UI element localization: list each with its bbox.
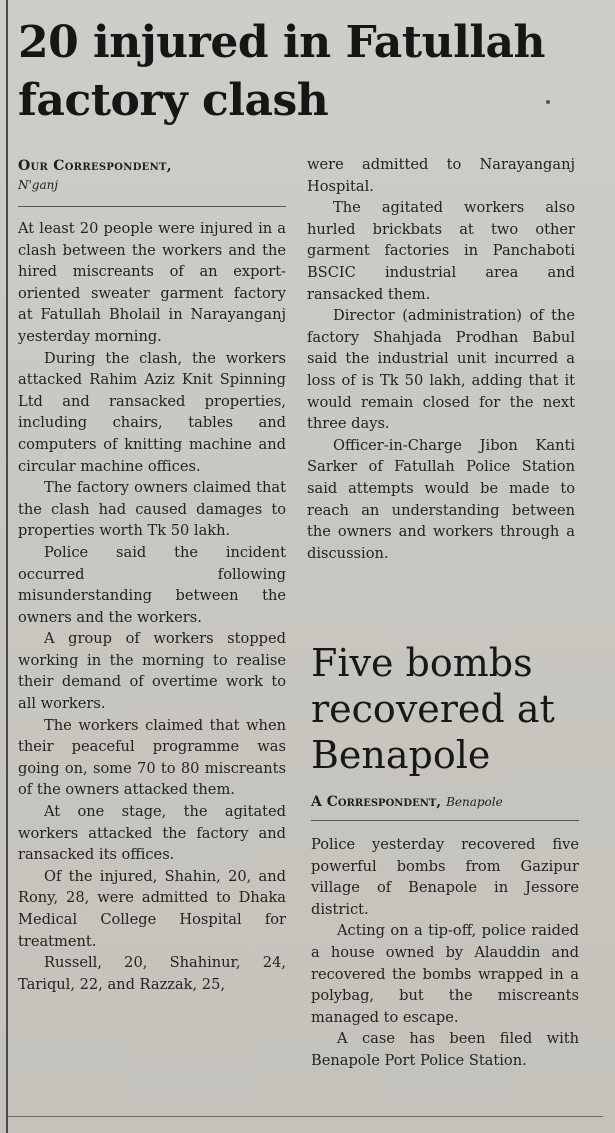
- article1-paragraph: The workers claimed that when their peaceful programme was going on, some 70 to 80 miscreants of the owners attacked them.: [18, 716, 286, 799]
- article1-paragraph: Police said the incident occurred following misunderstanding between the owners and the workers.: [18, 543, 286, 626]
- article1-byline: Our Correspondent,: [18, 158, 172, 174]
- byline-rule: [18, 206, 286, 207]
- article2-byline-rule: [311, 820, 579, 821]
- article1-paragraph: Director (administration) of the factory Shahjada Prodhan Babul said the industrial unit incurred a loss of is Tk 50 lakh, adding that it would remain closed for the next three days.: [307, 307, 575, 433]
- article1-paragraph: At one stage, the agitated workers attacked the factory and ransacked its offices.: [18, 803, 286, 864]
- article1-paragraph: During the clash, the workers attacked Rahim Aziz Knit Spinning Ltd and ransacked properties, including chairs, tables and computers of knitting machine and circular machine offices.: [18, 349, 286, 475]
- article1-byline-location: N'ganj: [18, 178, 59, 192]
- article2-body: [311, 834, 579, 1072]
- article1-paragraph: Officer-in-Charge Jibon Kanti Sarker of Fatullah Police Station said attempts would be made to reach an understanding between the owners and workers through a discussion.: [307, 436, 575, 562]
- bottom-rule: [8, 1116, 603, 1117]
- article2-paragraph: Acting on a tip-off, police raided a house owned by Alauddin and recovered the bombs wrapped in a polybag, but the miscreants managed to escape.: [311, 922, 579, 1026]
- article1-paragraph: were admitted to Narayanganj Hospital.: [307, 156, 575, 195]
- article2-paragraph: A case has been filed with Benapole Port Police Station.: [311, 1030, 579, 1069]
- article1-column-1: [18, 218, 286, 995]
- article2-headline: Five bombs recovered at Benapole: [311, 641, 555, 777]
- article2-byline-location: Benapole: [446, 795, 503, 809]
- article1-column-2: [307, 154, 575, 564]
- article1-paragraph: The agitated workers also hurled brickbats at two other garment factories in Panchaboti BSCIC industrial area and ransacked them.: [307, 199, 575, 303]
- article1-paragraph: The factory owners claimed that the clash had caused damages to properties worth Tk 50 lakh.: [18, 479, 286, 540]
- article1-paragraph: A group of workers stopped working in the morning to realise their demand of overtime work to all workers.: [18, 630, 286, 713]
- article2-byline: [311, 794, 503, 810]
- article1-paragraph: Russell, 20, Shahinur, 24, Tariqul, 22, and Razzak, 25,: [18, 954, 286, 993]
- article2-byline-name: A Correspondent,: [311, 794, 442, 810]
- article2-paragraph: Police yesterday recovered five powerful bombs from Gazipur village of Benapole in Jessore district.: [311, 836, 579, 918]
- left-column-rule: [6, 0, 8, 1133]
- article1-paragraph: Of the injured, Shahin, 20, and Rony, 28, were admitted to Dhaka Medical College Hospital for treatment.: [18, 867, 286, 950]
- article1-headline: 20 injured in Fatullah factory clash: [18, 17, 546, 126]
- article1-paragraph: At least 20 people were injured in a clash between the workers and the hired miscreants of an export-oriented sweater garment factory at Fatullah Bholail in Narayanganj yesterday morning.: [18, 220, 286, 345]
